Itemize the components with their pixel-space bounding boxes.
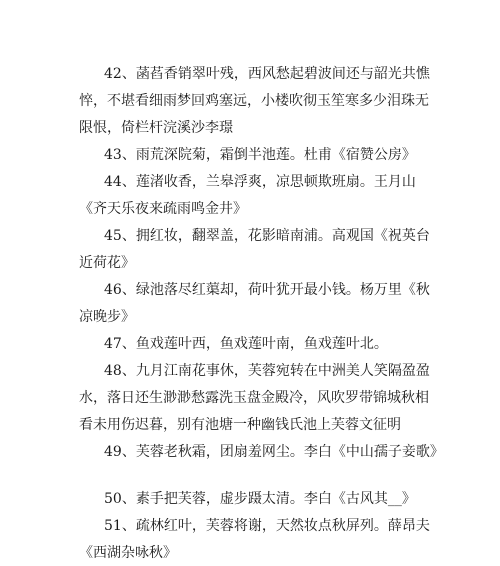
text-line: 凉晚步》 [79, 309, 135, 325]
text-line: 《西湖杂咏秋》 [79, 545, 177, 561]
text-line: 51、疏林红叶，芙蓉将谢，天然妆点秋屏列。薛昂夫 [104, 518, 430, 534]
text-line: 50、素手把芙蓉，虚步蹑太清。李白《古风其__》 [104, 491, 416, 507]
text-line: 42、菡萏香销翠叶残，西风愁起碧波间还与韶光共憔 [104, 66, 430, 82]
text-line: 近荷花》 [79, 255, 135, 271]
text-line: 43、雨荒深院菊，霜倒半池莲。杜甫《宿赞公房》 [104, 147, 416, 163]
text-line: 《齐天乐夜来疏雨鸣金井》 [79, 201, 247, 217]
text-line: 47、鱼戏莲叶西，鱼戏莲叶南，鱼戏莲叶北。 [104, 336, 388, 352]
text-line: 看未用伤迟暮，别有池塘一种幽钱氏池上芙蓉文征明 [79, 417, 401, 433]
text-line: 限恨，倚栏杆浣溪沙李璟 [79, 120, 233, 136]
text-line: 46、绿池落尽红蕖却，荷叶犹开最小钱。杨万里《秋 [104, 282, 430, 298]
text-line: 49、芙蓉老秋霜，团扇羞网尘。李白《中山孺子妾歌》 [104, 444, 444, 460]
text-line: 48、九月江南花事休，芙蓉宛转在中洲美人笑隔盈盈 [104, 363, 430, 379]
text-line: 悴，不堪看细雨梦回鸡塞远，小楼吹彻玉笙寒多少泪珠无 [79, 93, 429, 109]
text-line: 44、莲渚收香，兰皋浮爽，凉思顿欺班扇。王月山 [104, 174, 416, 190]
text-line: 45、拥红妆，翻翠盖，花影暗南浦。高观国《祝英台 [104, 228, 430, 244]
text-line: 水，落日还生渺渺愁露洗玉盘金殿冷，风吹罗带锦城秋相 [79, 390, 429, 406]
